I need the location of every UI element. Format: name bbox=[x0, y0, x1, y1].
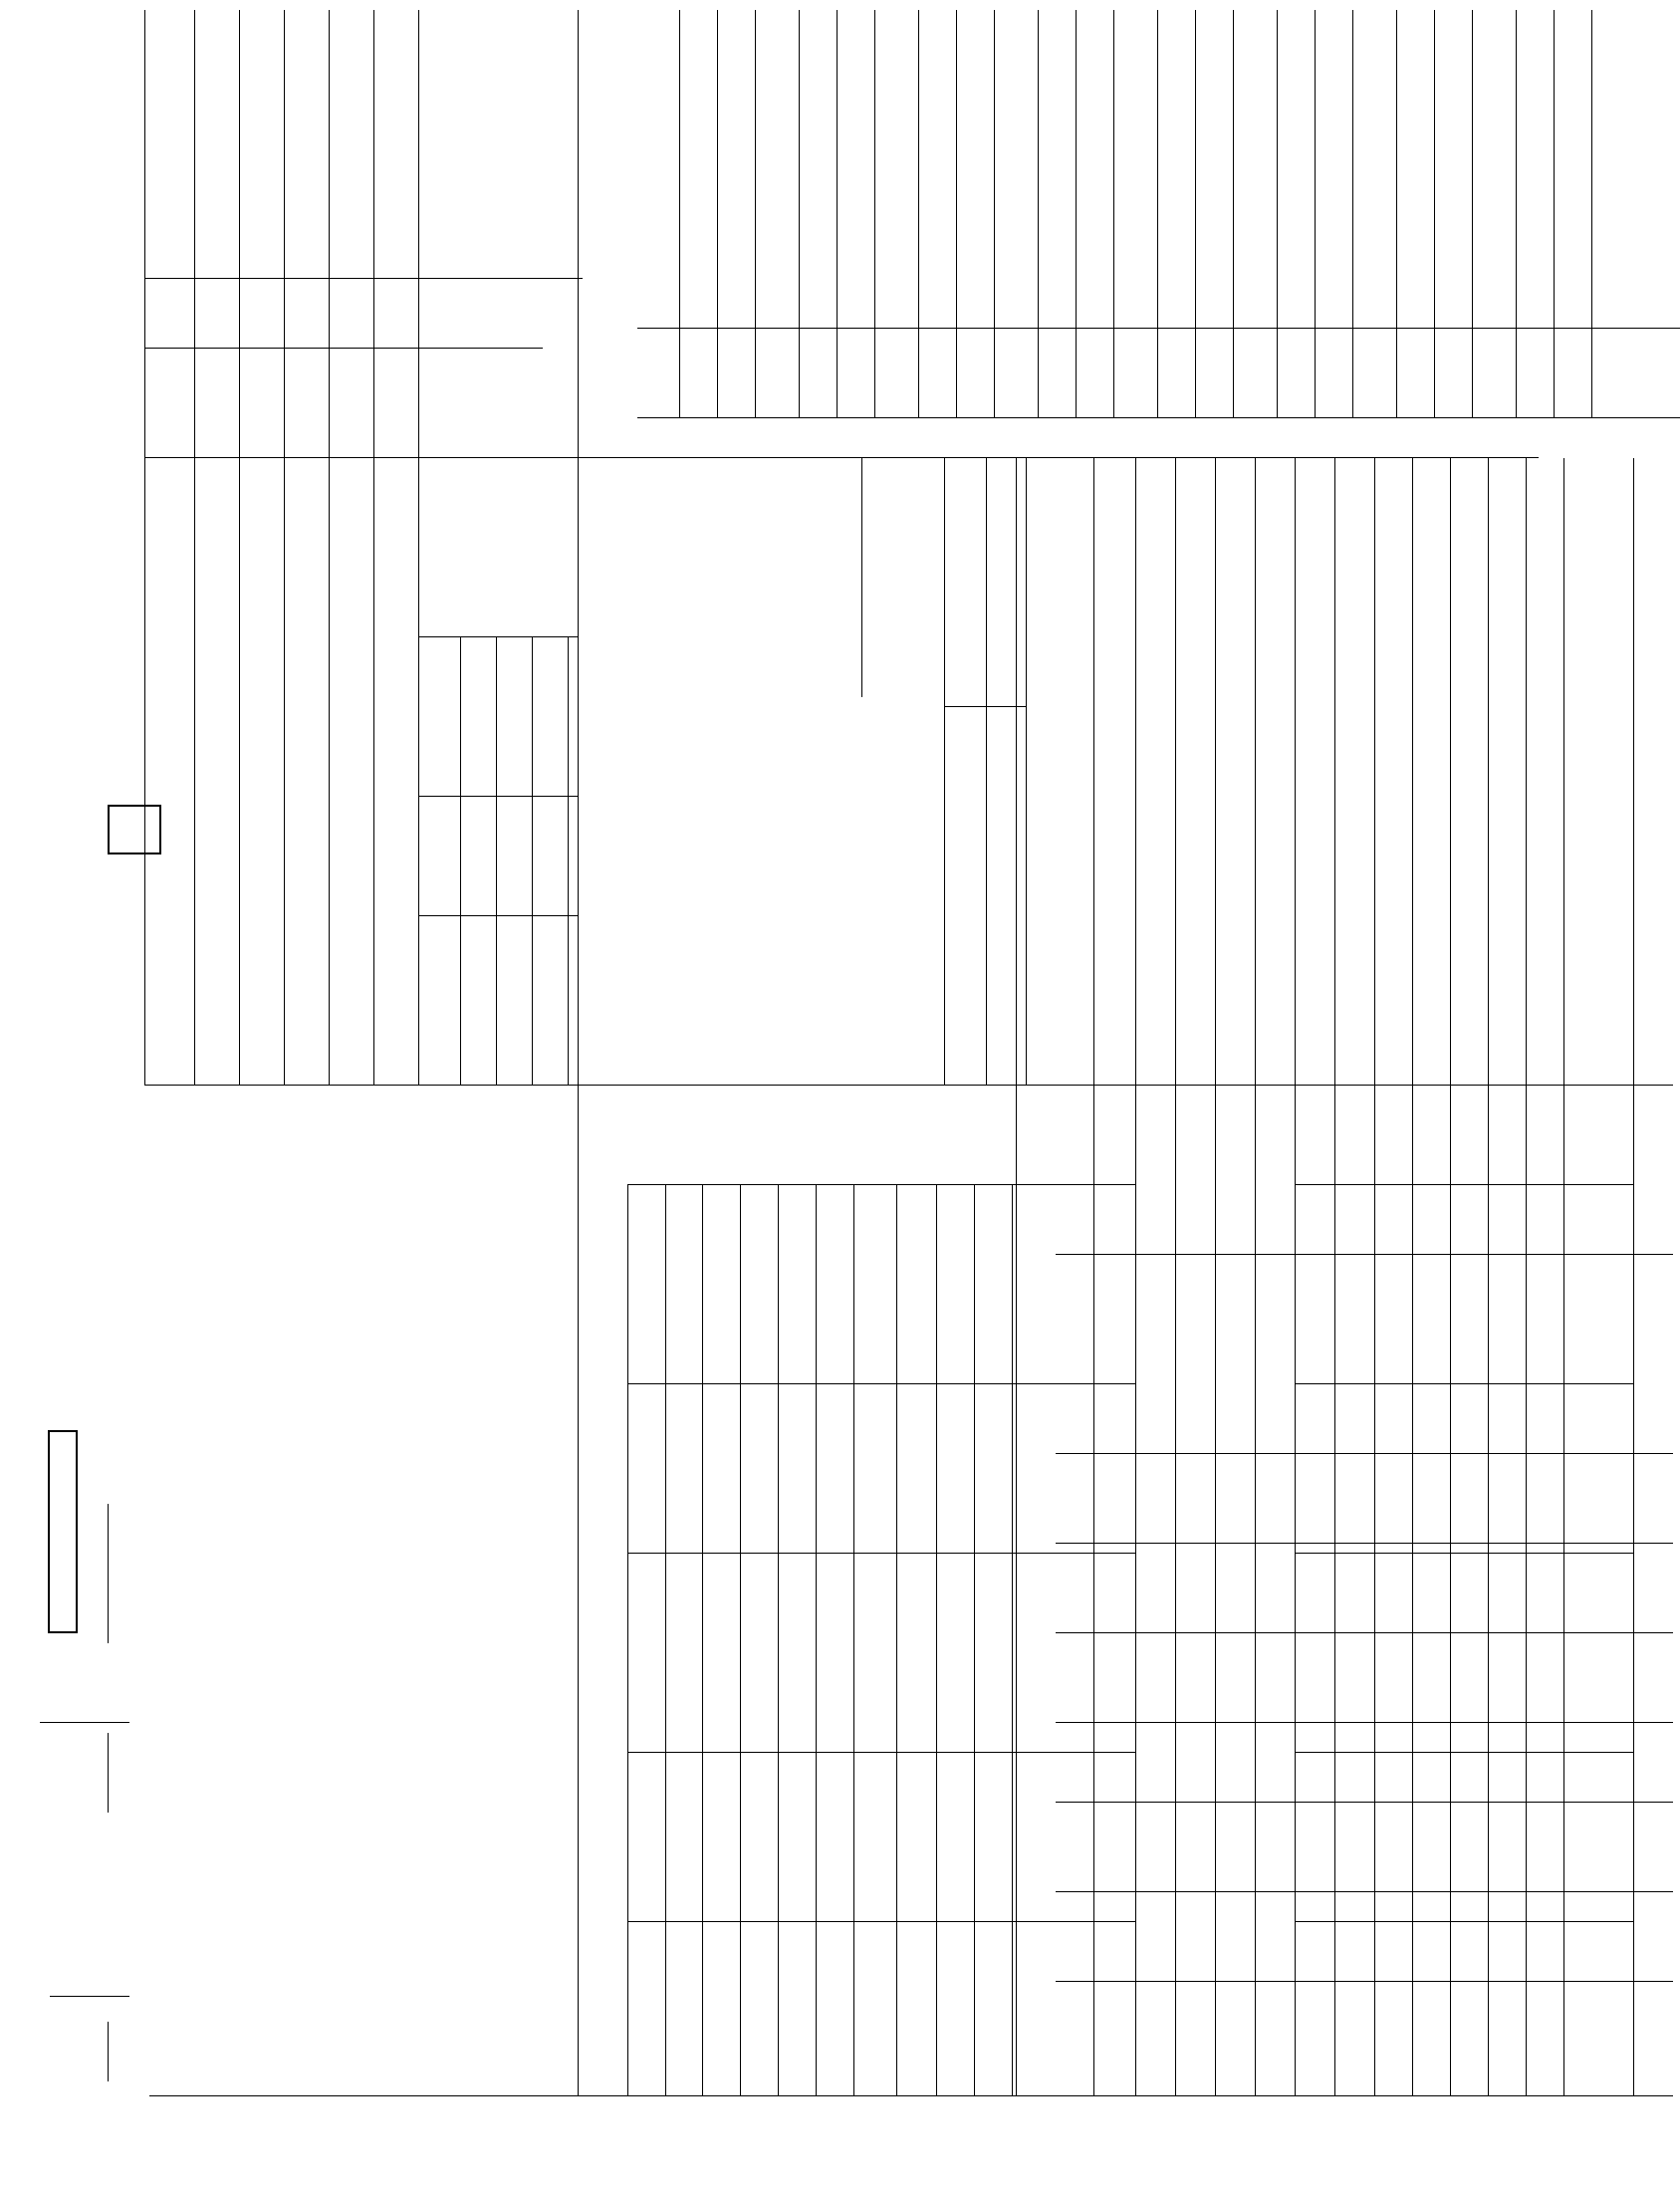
rule-line bbox=[861, 458, 862, 697]
rule-line bbox=[1516, 10, 1517, 418]
rule-line bbox=[1334, 458, 1335, 2096]
rule-line bbox=[194, 10, 195, 1086]
rule-line bbox=[50, 1996, 129, 1997]
rule-line bbox=[1295, 2095, 1633, 2096]
rule-line bbox=[144, 278, 583, 279]
rule-line bbox=[853, 1185, 854, 2096]
rule-line bbox=[1076, 10, 1077, 418]
rule-line bbox=[108, 1504, 109, 1643]
rule-line bbox=[144, 457, 1539, 458]
rule-line bbox=[144, 10, 145, 1086]
rule-line bbox=[1056, 1891, 1673, 1892]
rule-line bbox=[284, 10, 285, 1086]
rule-line bbox=[1038, 10, 1039, 418]
rule-line bbox=[778, 1185, 779, 2096]
rule-line bbox=[1016, 458, 1017, 2096]
rule-line bbox=[496, 637, 497, 1086]
rule-line bbox=[627, 1383, 1135, 1384]
rule-line bbox=[1472, 10, 1473, 418]
rule-line bbox=[1056, 1632, 1673, 1633]
rule-line bbox=[1012, 1185, 1013, 2096]
rule-line bbox=[755, 10, 756, 418]
rule-line bbox=[1563, 458, 1564, 2096]
rule-line bbox=[627, 1185, 628, 2096]
card-box bbox=[48, 1430, 78, 1633]
rule-line bbox=[1295, 1921, 1633, 1922]
rule-line bbox=[1135, 458, 1136, 2096]
rule-line bbox=[1255, 458, 1256, 2096]
rule-line bbox=[1396, 10, 1397, 418]
rule-line bbox=[418, 636, 578, 637]
rule-line bbox=[239, 10, 240, 1086]
rule-line bbox=[1233, 10, 1234, 418]
rule-line bbox=[896, 1185, 897, 2096]
rule-line bbox=[1056, 1453, 1673, 1454]
rule-line bbox=[578, 10, 579, 2096]
rule-line bbox=[986, 458, 987, 1086]
rule-line bbox=[1591, 10, 1592, 418]
rule-line bbox=[918, 10, 919, 418]
rule-line bbox=[1434, 10, 1435, 418]
rule-line bbox=[740, 1185, 741, 2096]
rule-line bbox=[1412, 458, 1413, 2096]
rule-line bbox=[1056, 1254, 1673, 1255]
rule-line bbox=[1056, 1543, 1673, 1544]
rule-line bbox=[974, 1185, 975, 2096]
rule-line bbox=[679, 10, 680, 418]
rule-line bbox=[1315, 10, 1316, 418]
rule-line bbox=[702, 1185, 703, 2096]
rule-line bbox=[1056, 1802, 1673, 1803]
rule-line bbox=[1450, 458, 1451, 2096]
rule-line bbox=[637, 417, 1680, 418]
rule-line bbox=[956, 10, 957, 418]
rule-line bbox=[816, 1185, 817, 2096]
rule-line bbox=[108, 1733, 109, 1813]
rule-line bbox=[1295, 458, 1296, 2096]
rule-line bbox=[373, 10, 374, 1086]
rule-line bbox=[944, 706, 1026, 707]
rule-line bbox=[1554, 10, 1555, 418]
rule-line bbox=[460, 637, 461, 1086]
rule-line bbox=[627, 1921, 1135, 1922]
rule-line bbox=[627, 1184, 1135, 1185]
rule-line bbox=[1295, 1752, 1633, 1753]
rule-line bbox=[994, 10, 995, 418]
rule-line bbox=[627, 1752, 1135, 1753]
rule-line bbox=[717, 10, 718, 418]
page-box bbox=[108, 805, 161, 854]
rule-line bbox=[637, 328, 1680, 329]
rule-line bbox=[40, 1722, 129, 1723]
rule-line bbox=[1374, 458, 1375, 2096]
rule-line bbox=[1352, 10, 1353, 418]
rule-line bbox=[1195, 10, 1196, 418]
rule-line bbox=[874, 10, 875, 418]
rule-line bbox=[944, 458, 945, 1086]
rule-line bbox=[329, 10, 330, 1086]
rule-line bbox=[418, 915, 578, 916]
rule-line bbox=[665, 1185, 666, 2096]
rule-line bbox=[1526, 458, 1527, 2096]
rule-line bbox=[1056, 1981, 1673, 1982]
rule-line bbox=[837, 10, 838, 418]
rule-line bbox=[532, 637, 533, 1086]
rule-line bbox=[1026, 458, 1027, 1086]
rule-line bbox=[627, 1553, 1135, 1554]
rule-line bbox=[1093, 458, 1094, 2096]
rule-line bbox=[1633, 458, 1634, 2096]
rule-line bbox=[1295, 1184, 1633, 1185]
rule-line bbox=[418, 10, 419, 1086]
rule-line bbox=[1277, 10, 1278, 418]
rule-line bbox=[1175, 458, 1176, 2096]
rule-line bbox=[1295, 1383, 1633, 1384]
rule-line bbox=[1295, 1553, 1633, 1554]
rule-line bbox=[936, 1185, 937, 2096]
rule-line bbox=[418, 796, 578, 797]
rule-line bbox=[1056, 1085, 1673, 1086]
rule-line bbox=[108, 2022, 109, 2081]
rule-line bbox=[144, 348, 543, 349]
rule-line bbox=[1113, 10, 1114, 418]
rule-line bbox=[1157, 10, 1158, 418]
rule-line bbox=[1056, 1722, 1673, 1723]
rule-line bbox=[1215, 458, 1216, 2096]
rule-line bbox=[568, 637, 569, 1086]
rule-line bbox=[799, 10, 800, 418]
rule-line bbox=[1488, 458, 1489, 2096]
